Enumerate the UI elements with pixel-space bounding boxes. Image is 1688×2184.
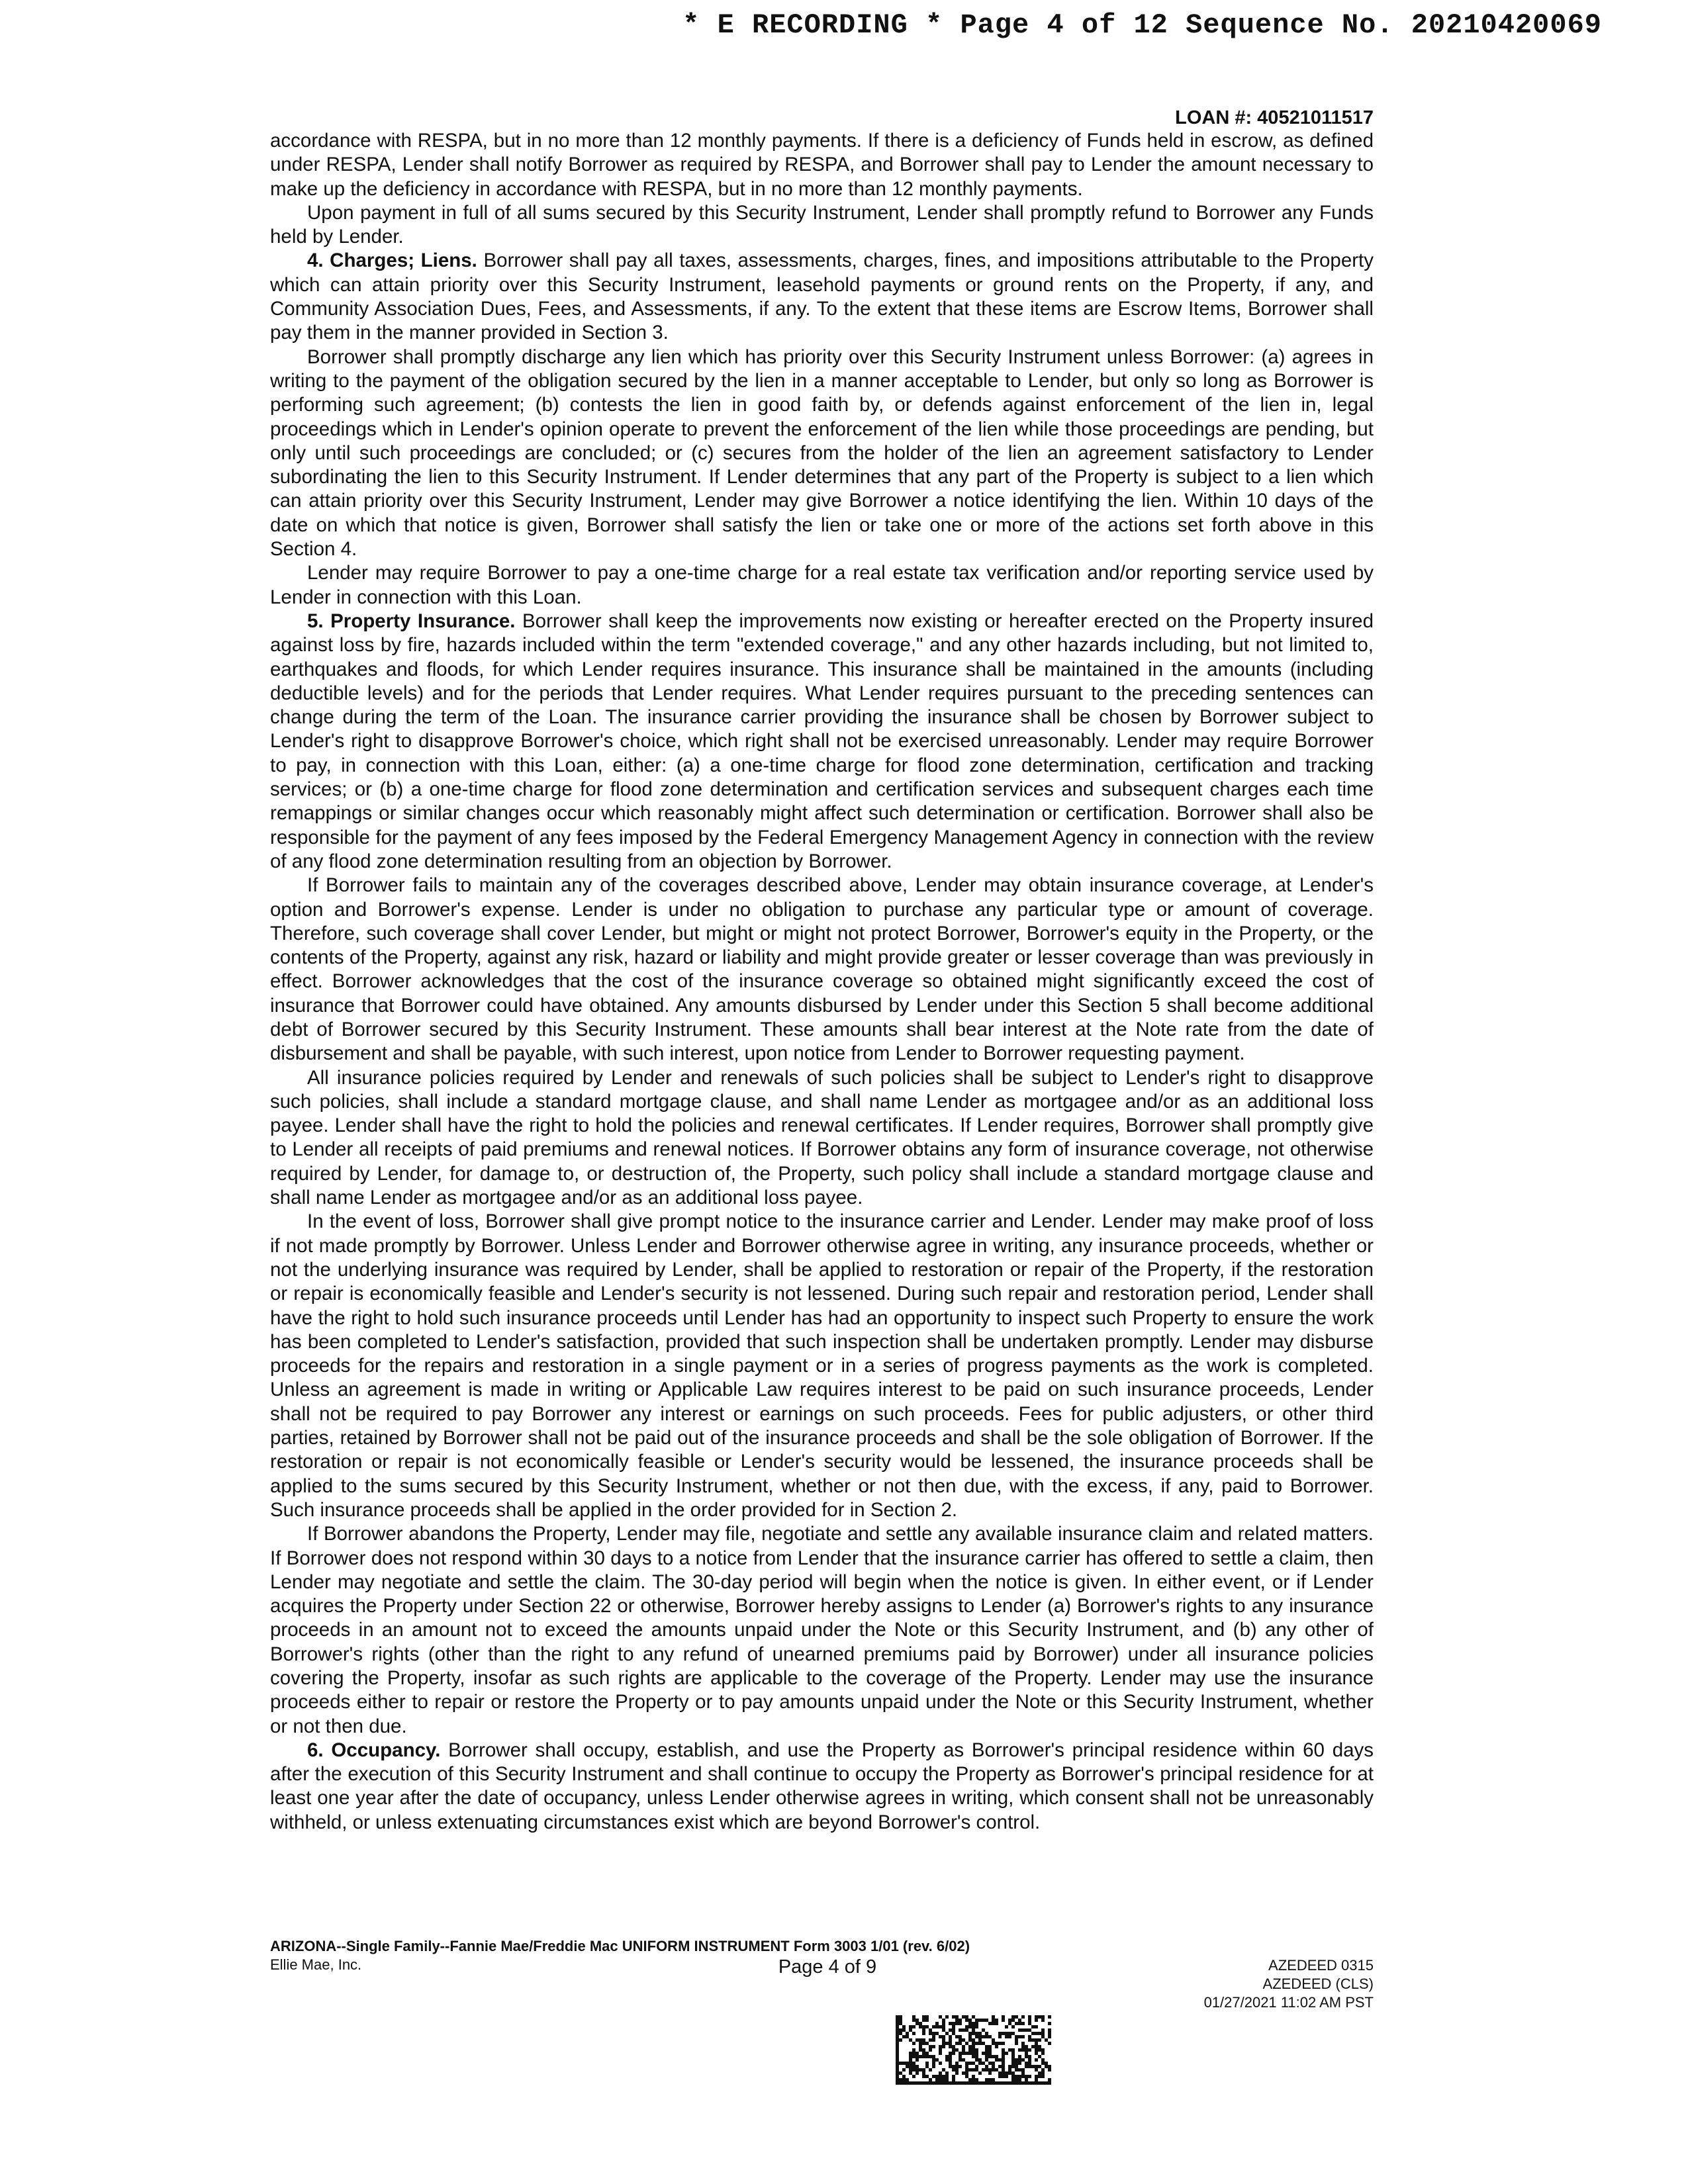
document-body <box>270 129 1374 1835</box>
section-6-paragraph <box>270 1739 1374 1835</box>
section-5-paragraph <box>270 610 1374 874</box>
2d-barcode-icon <box>896 2015 1051 2085</box>
recording-stamp: * E RECORDING * Page 4 of 12 Sequence No. 20210420069 <box>682 9 1602 41</box>
paragraph-text: Borrower shall occupy, establish, and use the Property as Borrower's principal residence within 60 days after the execution of this Security Instrument and shall continue to occupy the Property as Borrower's principal residence for at least one year after the date of occupancy, unless Lender otherwise agrees in writing, which consent shall not be unreasonably withheld, or unless extenuating circumstances exist which are beyond Borrower's control. <box>270 1739 1374 1833</box>
paragraph: If Borrower abandons the Property, Lender may file, negotiate and settle any available insurance claim and related matters. If Borrower does not respond within 30 days to a notice from Lender that the insurance carrier has offered to settle a claim, then Lender may negotiate and settle the claim. The 30-day period will begin when the notice is given. In either event, or if Lender acquires the Property under Section 22 or otherwise, Borrower hereby assigns to Lender (a) Borrower's rights to any insurance proceeds in an amount not to exceed the amounts unpaid under the Note or this Security Instrument, and (b) any other of Borrower's rights (other than the right to any refund of unearned premiums paid by Borrower) under all insurance policies covering the Property, insofar as such rights are applicable to the coverage of the Property. Lender may use the insurance proceeds either to repair or restore the Property or to pay amounts unpaid under the Note or this Security Instrument, whether or not then due. <box>270 1523 1374 1737</box>
section-heading: 4. Charges; Liens. <box>307 250 477 272</box>
paragraph: Upon payment in full of all sums secured by this Security Instrument, Lender shall promptly refund to Borrower any Funds held by Lender. <box>270 201 1374 248</box>
timestamp: 01/27/2021 11:02 AM PST <box>1203 1994 1374 2011</box>
loan-number: LOAN #: 40521011517 <box>1175 107 1374 128</box>
paragraph: All insurance policies required by Lender and renewals of such policies shall be subject to Lender's right to disapprove such policies, shall include a standard mortgage clause, and shall name Lender as mortgagee and/or as an additional loss payee. Lender shall have the right to hold the policies and renewal certificates. If Lender requires, Borrower shall promptly give to Lender all receipts of paid premiums and renewal notices. If Borrower obtains any form of insurance coverage, not otherwise required by Lender, for damage to, or destruction of, the Property, such policy shall include a standard mortgage clause and shall name Lender as mortgagee and/or as an additional loss payee. <box>270 1066 1374 1209</box>
paragraph: In the event of loss, Borrower shall give prompt notice to the insurance carrier and Lender. Lender may make proof of loss if not made promptly by Borrower. Unless Lender and Borrower otherwise agree in writing, any insurance proceeds, whether or not the underlying insurance was required by Lender, shall be applied to restoration or repair of the Property, if the restoration or repair is economically feasible and Lender's security is not lessened. During such repair and restoration period, Lender shall have the right to hold such insurance proceeds until Lender has had an opportunity to inspect such Property to ensure the work has been completed to Lender's satisfaction, provided that such inspection shall be undertaken promptly. Lender may disburse proceeds for the repairs and restoration in a single payment or in a series of progress payments as the work is completed. Unless an agreement is made in writing or Applicable Law requires interest to be paid on such insurance proceeds, Lender shall not be required to pay Borrower any interest or earnings on such proceeds. Fees for public adjusters, or other third parties, retained by Borrower shall not be paid out of the insurance proceeds and shall be the sole obligation of Borrower. If the restoration or repair is not economically feasible or Lender's security would be lessened, the insurance proceeds shall be applied to the sums secured by this Security Instrument, whether or not then due, with the excess, if any, paid to Borrower. Such insurance proceeds shall be applied in the order provided for in Section 2. <box>270 1210 1374 1521</box>
paragraph: accordance with RESPA, but in no more than 12 monthly payments. If there is a deficiency of Funds held in escrow, as defined under RESPA, Lender shall notify Borrower as required by RESPA, and Borrower shall pay to Lender the amount necessary to make up the deficiency in accordance with RESPA, but in no more than 12 monthly payments. <box>270 130 1374 200</box>
section-4-paragraph <box>270 249 1374 345</box>
form-line: ARIZONA--Single Family--Fannie Mae/Freddie Mac UNIFORM INSTRUMENT Form 3003 1/01 (rev. 6/02) <box>270 1938 970 1954</box>
section-heading: 6. Occupancy. <box>307 1739 441 1761</box>
paragraph-text: Borrower shall pay all taxes, assessments, charges, fines, and impositions attributable to the Property which can attain priority over this Security Instrument, leasehold payments or ground rents on the Property, if any, and Community Association Dues, Fees, and Assessments, if any. To the extent that these items are Escrow Items, Borrower shall pay them in the manner provided in Section 3. <box>270 250 1374 344</box>
company-name: Ellie Mae, Inc. <box>270 1956 362 1973</box>
paragraph: If Borrower fails to maintain any of the coverages described above, Lender may obtain insurance coverage, at Lender's option and Borrower's expense. Lender is under no obligation to purchase any particular type or amount of coverage. Therefore, such coverage shall cover Lender, but might or might not protect Borrower, Borrower's equity in the Property, or the contents of the Property, against any risk, hazard or liability and might provide greater or lesser coverage than was previously in effect. Borrower acknowledges that the cost of the insurance coverage so obtained might significantly exceed the cost of insurance that Borrower could have obtained. Any amounts disbursed by Lender under this Section 5 shall become additional debt of Borrower secured by this Security Instrument. These amounts shall bear interest at the Note rate from the date of disbursement and shall be payable, with such interest, upon notice from Lender to Borrower requesting payment. <box>270 874 1374 1065</box>
doc-code: AZEDEED (CLS) <box>1262 1976 1374 1992</box>
paragraph: Borrower shall promptly discharge any lien which has priority over this Security Instrument unless Borrower: (a) agrees in writing to the payment of the obligation secured by the lien in a manner acceptable to Lender, but only so long as Borrower is performing such agreement; (b) contests the lien in good faith by, or defends against enforcement of the lien in, legal proceedings which in Lender's opinion operate to prevent the enforcement of the lien while those proceedings are pending, but only until such proceedings are concluded; or (c) secures from the holder of the lien an agreement satisfactory to Lender subordinating the lien to this Security Instrument. If Lender determines that any part of the Property is subject to a lien which can attain priority over this Security Instrument, Lender may give Borrower a notice identifying the lien. Within 10 days of the date on which that notice is given, Borrower shall satisfy the lien or take one or more of the actions set forth above in this Section 4. <box>270 345 1374 561</box>
section-heading: 5. Property Insurance. <box>307 610 516 632</box>
paragraph: Lender may require Borrower to pay a one-time charge for a real estate tax verification and/or reporting service used by Lender in connection with this Loan. <box>270 562 1374 608</box>
paragraph-text: Borrower shall keep the improvements now existing or hereafter erected on the Property insured against loss by fire, hazards included within the term "extended coverage," and any other hazards including, but not limited to, earthquakes and floods, for which Lender requires insurance. This insurance shall be maintained in the amounts (including deductible levels) and for the periods that Lender requires. What Lender requires pursuant to the preceding sentences can change during the term of the Loan. The insurance carrier providing the insurance shall be chosen by Borrower subject to Lender's right to disapprove Borrower's choice, which right shall not be exercised unreasonably. Lender may require Borrower to pay, in connection with this Loan, either: (a) a one-time charge for flood zone determination, certification and tracking services; or (b) a one-time charge for flood zone determination and certification services and subsequent charges each time remappings or similar changes occur which reasonably might affect such determination or certification. Borrower shall also be responsible for the payment of any fees imposed by the Federal Emergency Management Agency in connection with the review of any flood zone determination resulting from an objection by Borrower. <box>270 610 1374 872</box>
doc-code: AZEDEED 0315 <box>1268 1957 1374 1974</box>
page-number: Page 4 of 9 <box>778 1956 877 1978</box>
footer-doc-codes <box>1059 1956 1374 2012</box>
